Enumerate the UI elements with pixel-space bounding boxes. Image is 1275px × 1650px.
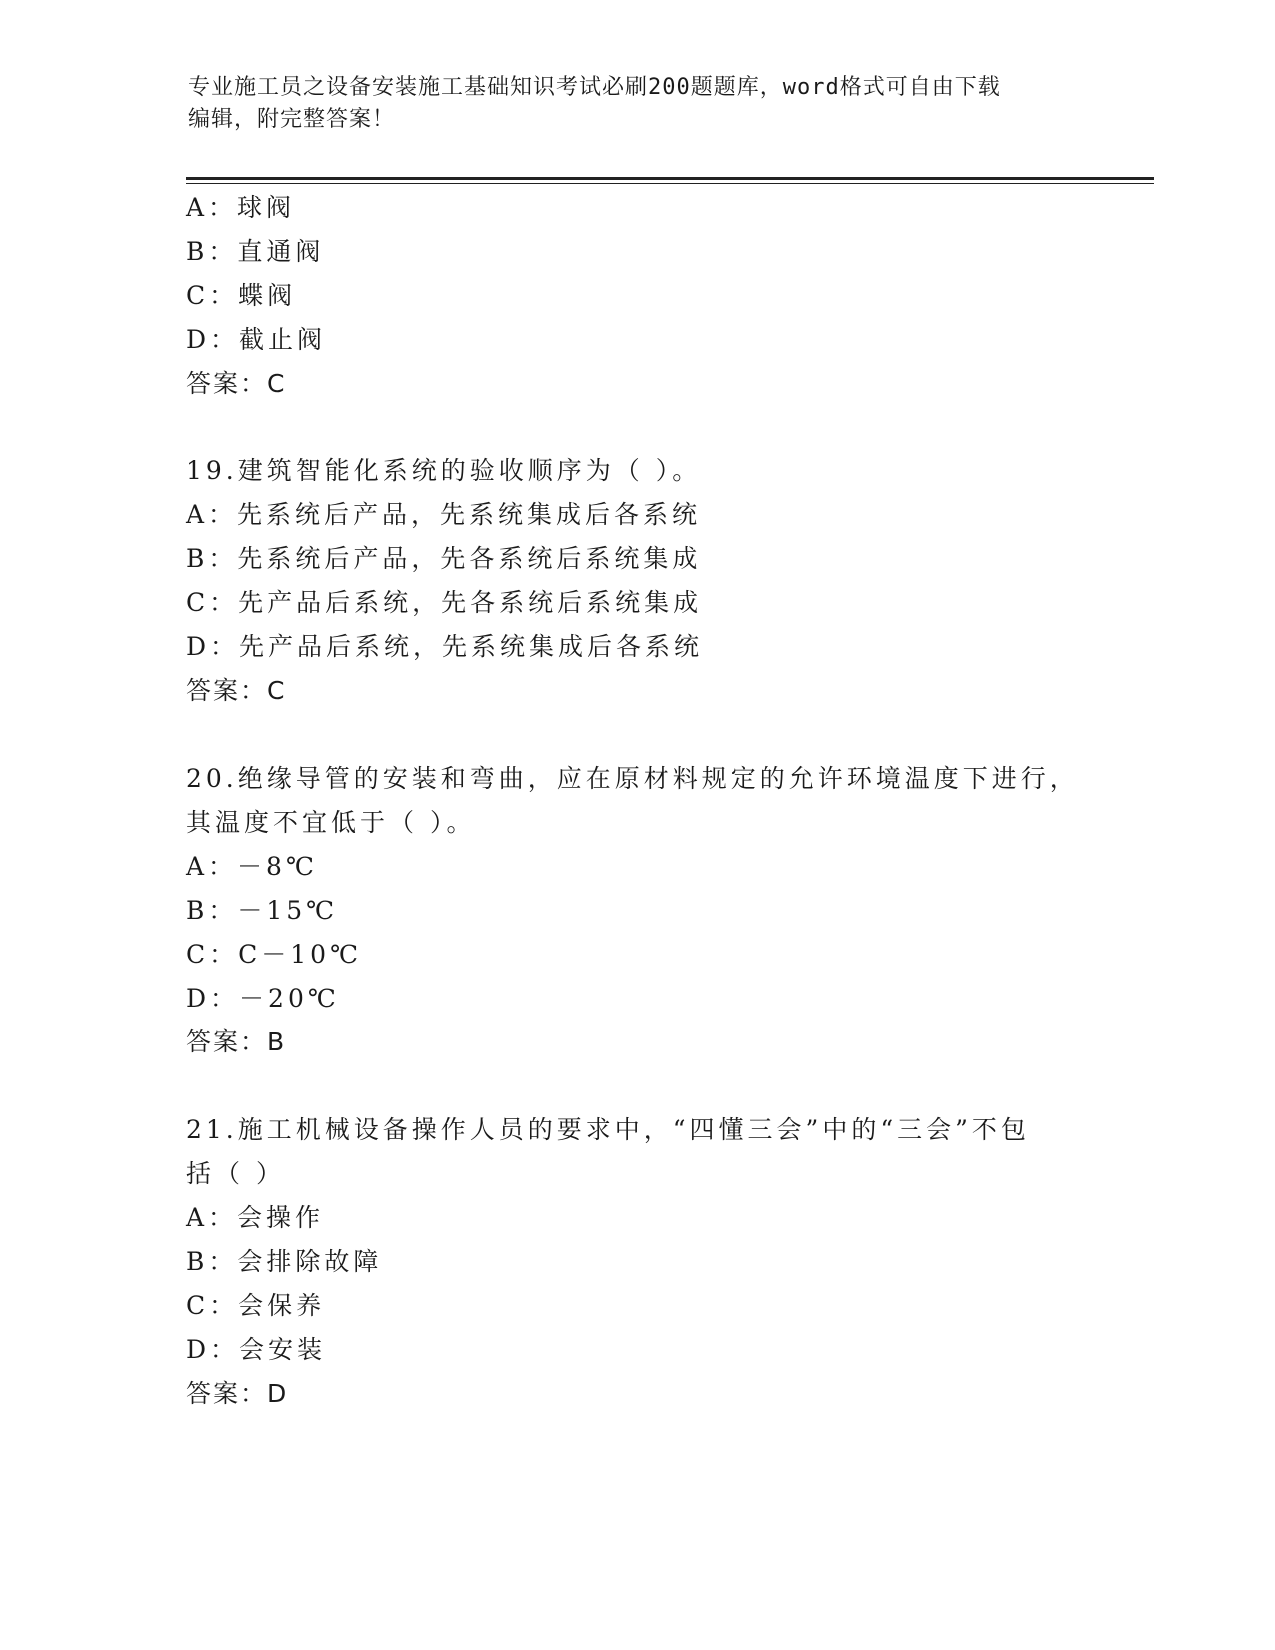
header-divider-thin	[186, 183, 1154, 184]
q21-option-d: D：会安装	[186, 1335, 327, 1364]
q19-option-d: D：先产品后系统，先系统集成后各系统	[186, 632, 704, 661]
q19-option-a: A：先系统后产品，先系统集成后各系统	[186, 500, 702, 529]
q19-option-b: B：先系统后产品，先各系统后系统集成	[186, 544, 702, 573]
q20-question-line-1: 20.绝缘导管的安装和弯曲，应在原材料规定的允许环境温度下进行，	[186, 764, 1079, 793]
q18-option-c: C：蝶阀	[186, 281, 297, 310]
q19-answer: 答案：C	[186, 676, 287, 705]
q21-answer: 答案：D	[186, 1379, 289, 1408]
q21-question-line-1: 21.施工机械设备操作人员的要求中，“四懂三会”中的“三会”不包	[186, 1115, 1030, 1144]
header-line-1: 专业施工员之设备安装施工基础知识考试必刷200题题库，word格式可自由下载	[188, 75, 1001, 100]
q21-option-a: A：会操作	[186, 1203, 325, 1232]
q20-option-a: A：－8℃	[186, 852, 318, 881]
q20-answer: 答案：B	[186, 1027, 287, 1056]
q18-answer: 答案：C	[186, 369, 287, 398]
q21-option-c: C：会保养	[186, 1291, 326, 1320]
q18-option-d: D：截止阀	[186, 325, 327, 354]
header-line-2: 编辑，附完整答案！	[188, 107, 396, 132]
q18-option-a: A：球阀	[186, 193, 296, 222]
q20-option-b: B：－15℃	[186, 896, 339, 925]
q21-question-line-2: 括（ ）	[186, 1159, 285, 1188]
document-header	[188, 72, 1088, 136]
q19-option-c: C：先产品后系统，先各系统后系统集成	[186, 588, 703, 617]
q20-option-d: D：－20℃	[186, 984, 340, 1013]
q18-option-b: B：直通阀	[186, 237, 325, 266]
q21-option-b: B：会排除故障	[186, 1247, 383, 1276]
header-divider-thick	[186, 177, 1154, 180]
q19-question: 19.建筑智能化系统的验收顺序为（ ）。	[186, 456, 702, 485]
q20-option-c: C：C－10℃	[186, 940, 363, 969]
q20-question-line-2: 其温度不宜低于（ ）。	[186, 808, 476, 837]
